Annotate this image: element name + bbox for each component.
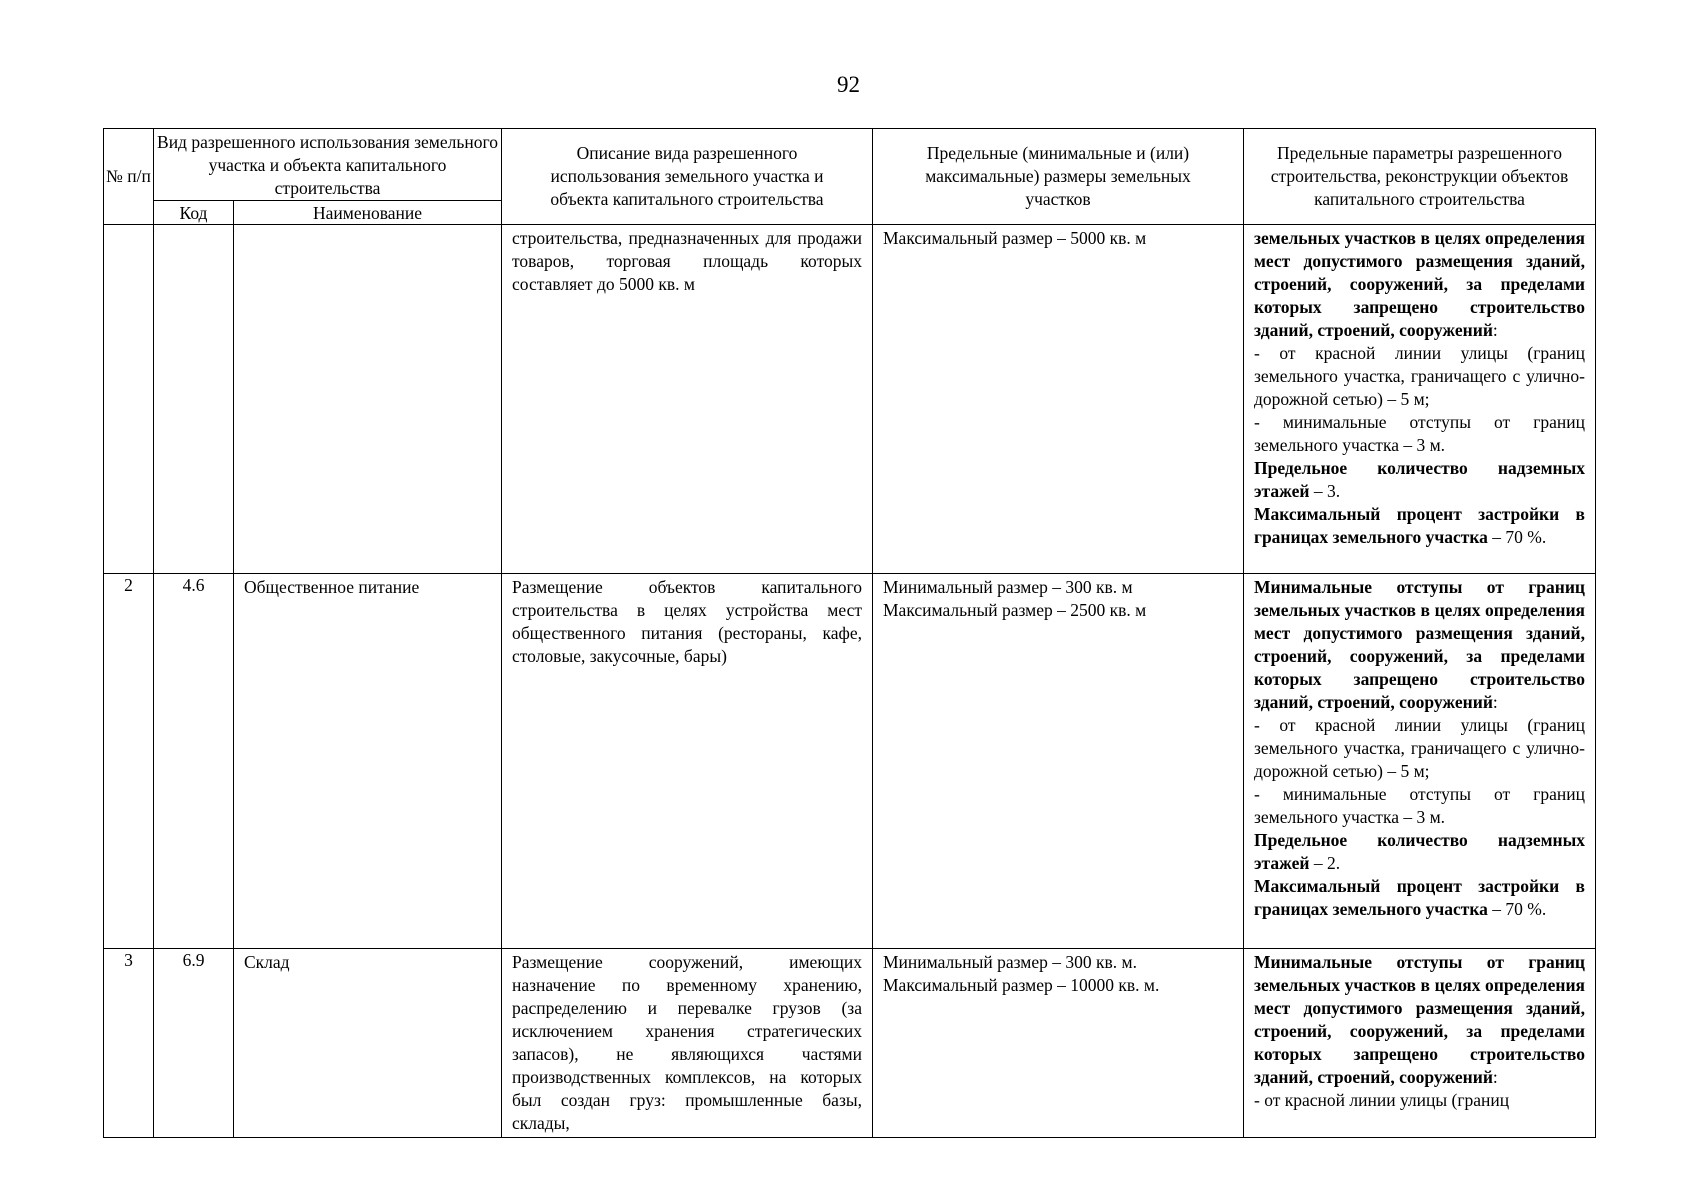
land-use-table (103, 128, 1596, 1138)
row-code (154, 225, 234, 574)
header-num: № п/п (104, 129, 154, 225)
params-percent: Максимальный процент застройки в границах земельного участка – 70 %. (1254, 504, 1585, 547)
row-num: 3 (104, 949, 154, 1138)
table-row (104, 574, 1596, 949)
params-otstupy: земельных участков в целях определения мест допустимого размещения зданий, строений, сооружений, за пределами которых запрещено строительство зданий, строений, сооружений: (1254, 228, 1585, 340)
row-sizes (873, 949, 1244, 1138)
row-num: 2 (104, 574, 154, 949)
row-description: Размещение сооружений, имеющих назначение по временному хранению, распределению и перевалке грузов (за исключением хранения стратегических запасов), не являющихся частями производственных комплексов, на которых был создан груз: промышленные базы, склады, (502, 949, 873, 1138)
row-name (234, 225, 502, 574)
params-otstupy: Минимальные отступы от границ земельных участков в целях определения мест допустимого размещения зданий, строений, сооружений, за пределами которых запрещено строительство зданий, строений, сооружений: (1254, 577, 1585, 712)
row-params (1244, 225, 1596, 574)
row-description: Размещение объектов капитального строительства в целях устройства мест общественного питания (рестораны, кафе, столовые, закусочные, бары) (502, 574, 873, 949)
page-number: 92 (837, 72, 860, 97)
params-percent: Максимальный процент застройки в границах земельного участка – 70 %. (1254, 876, 1585, 919)
params-otstupy: Минимальные отступы от границ земельных участков в целях определения мест допустимого размещения зданий, строений, сооружений, за пределами которых запрещено строительство зданий, строений, сооружений: (1254, 952, 1585, 1087)
params-item1: - от красной линии улицы (границ земельного участка, граничащего с улично-дорожной сетью) – 5 м; (1254, 343, 1585, 409)
params-item1: - от красной линии улицы (границ (1254, 1090, 1510, 1110)
header-sizes: Предельные (минимальные и (или) максимальные) размеры земельных участков (873, 129, 1244, 225)
header-vid-group: Вид разрешенного использования земельного участка и объекта капитального строительства (154, 129, 502, 201)
params-item2: - минимальные отступы от границ земельного участка – 3 м. (1254, 412, 1585, 455)
size-max: Максимальный размер – 10000 кв. м. (883, 975, 1160, 995)
params-floors: Предельное количество надземных этажей – 3. (1254, 458, 1585, 501)
row-sizes (873, 225, 1244, 574)
size-max: Максимальный размер – 5000 кв. м (883, 228, 1147, 248)
row-sizes (873, 574, 1244, 949)
table-row (104, 949, 1596, 1138)
row-code: 6.9 (154, 949, 234, 1138)
row-name: Общественное питание (234, 574, 502, 949)
row-params (1244, 949, 1596, 1138)
header-name: Наименование (234, 201, 502, 225)
row-name: Склад (234, 949, 502, 1138)
size-min: Минимальный размер – 300 кв. м. (883, 952, 1137, 972)
header-params: Предельные параметры разрешенного строительства, реконструкции объектов капитального строительства (1244, 129, 1596, 225)
size-min: Минимальный размер – 300 кв. м (883, 577, 1133, 597)
header-description: Описание вида разрешенного использования земельного участка и объекта капитального строительства (502, 129, 873, 225)
params-floors: Предельное количество надземных этажей – 2. (1254, 830, 1585, 873)
row-params (1244, 574, 1596, 949)
params-item1: - от красной линии улицы (границ земельного участка, граничащего с улично-дорожной сетью) – 5 м; (1254, 715, 1585, 781)
table-row (104, 225, 1596, 574)
header-kod: Код (154, 201, 234, 225)
size-max: Максимальный размер – 2500 кв. м (883, 600, 1147, 620)
row-description: строительства, предназначенных для продажи товаров, торговая площадь которых составляет до 5000 кв. м (502, 225, 873, 574)
row-code: 4.6 (154, 574, 234, 949)
params-item2: - минимальные отступы от границ земельного участка – 3 м. (1254, 784, 1585, 827)
row-num (104, 225, 154, 574)
